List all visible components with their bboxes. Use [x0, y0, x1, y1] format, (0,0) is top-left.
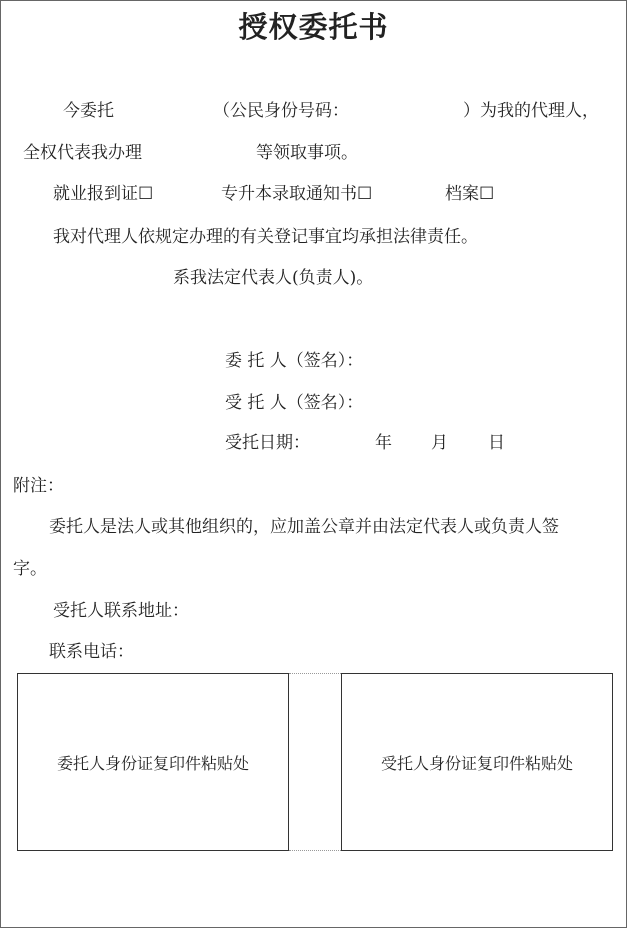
archive-checkbox[interactable]: 档案☐ — [445, 184, 495, 204]
box-connector-bottom — [289, 850, 341, 851]
entrust-prefix: 今委托 — [63, 101, 114, 121]
agent-address-label: 受托人联系地址： — [53, 601, 189, 621]
collect-matters-text: 等领取事项。 — [256, 143, 358, 163]
contact-phone-label: 联系电话： — [49, 642, 134, 662]
document-title: 授权委托书 — [238, 10, 389, 44]
date-day-label: 日 — [488, 433, 505, 453]
id-number-label: （公民身份号码： — [213, 101, 349, 121]
admission-notice-checkbox[interactable]: 专升本录取通知书☐ — [221, 184, 373, 204]
agent-id-copy-label: 受托人身份证复印件粘贴处 — [380, 753, 573, 773]
box-connector-top — [289, 673, 341, 674]
date-month-label: 月 — [431, 433, 448, 453]
agent-suffix: ）为我的代理人， — [463, 101, 599, 121]
principal-signature-label: 委 托 人（签名）： — [225, 351, 364, 371]
agent-signature-label: 受 托 人（签名）： — [225, 393, 364, 413]
principal-id-copy-box — [17, 673, 289, 851]
date-year-label: 年 — [375, 433, 392, 453]
entrust-date-label: 受托日期： — [225, 433, 310, 453]
liability-statement: 我对代理人依规定办理的有关登记事宜均承担法律责任。 — [53, 227, 478, 247]
notes-paragraph-line-2: 字。 — [13, 559, 47, 579]
legal-representative-text: 系我法定代表人(负责人)。 — [173, 268, 374, 288]
agent-id-copy-box — [341, 673, 613, 851]
notes-paragraph-line-1: 委托人是法人或其他组织的，应加盖公章并由法定代表人或负责人签 — [49, 517, 559, 537]
notes-heading: 附注： — [13, 476, 64, 496]
full-authority-text: 全权代表我办理 — [23, 143, 142, 163]
principal-id-copy-label: 委托人身份证复印件粘贴处 — [56, 753, 249, 773]
employment-cert-checkbox[interactable]: 就业报到证☐ — [53, 184, 154, 204]
